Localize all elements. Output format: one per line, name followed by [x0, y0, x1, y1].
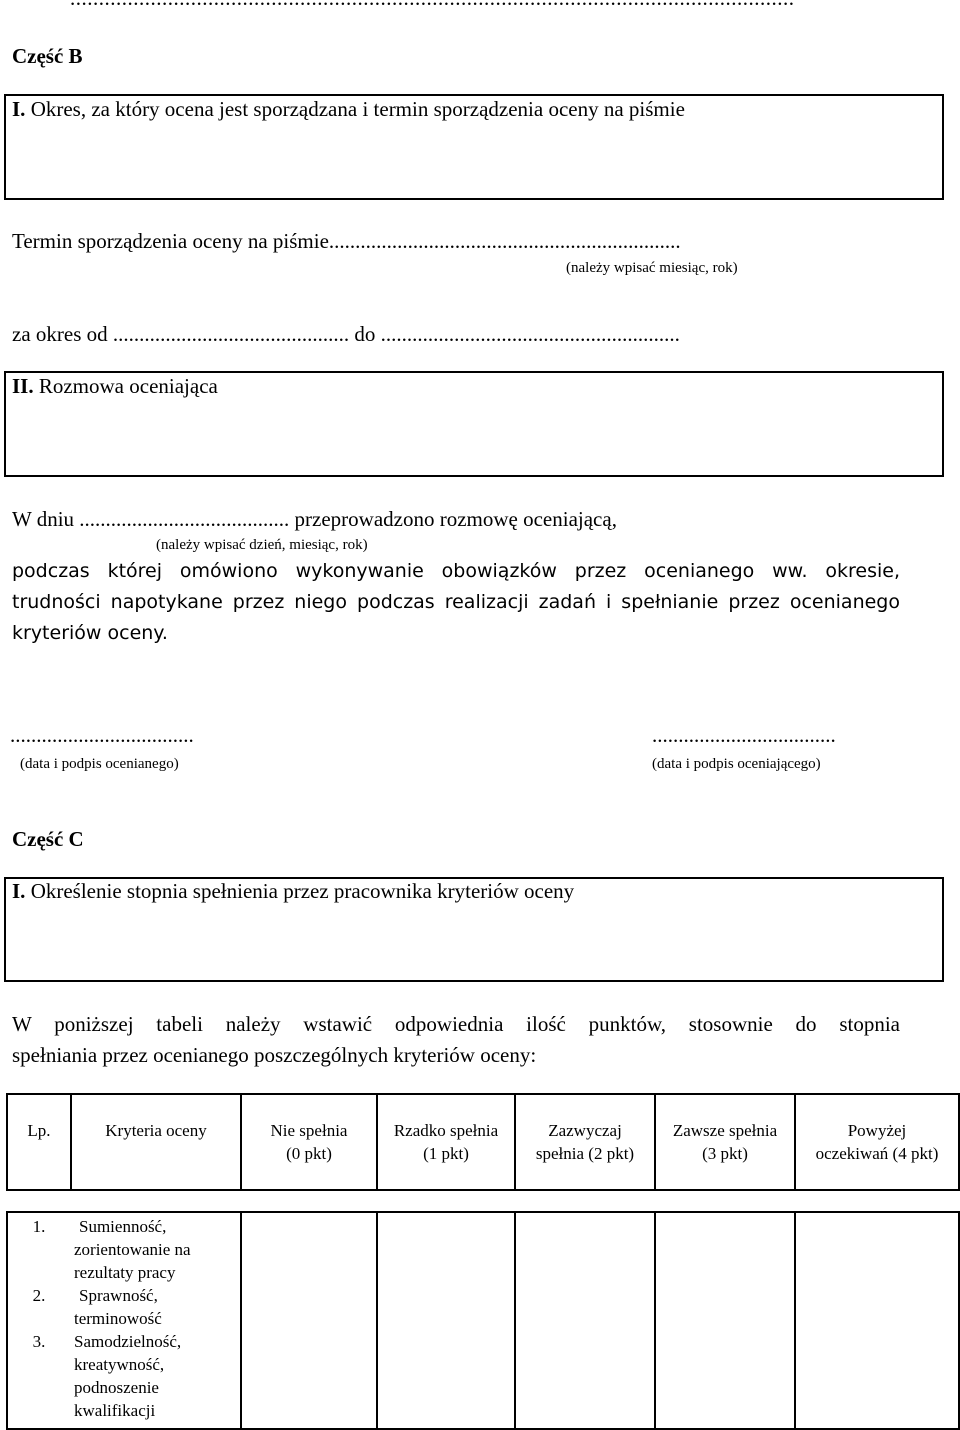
part-c-section-1-title [12, 879, 574, 904]
table-row [7, 1212, 959, 1429]
header-2-pkt: Zazwyczaj spełnia (2 pkt) [515, 1094, 655, 1190]
header-lp: Lp. [7, 1094, 71, 1190]
table-header-row [7, 1094, 959, 1190]
header-0-pkt: Nie spełnia (0 pkt) [241, 1094, 377, 1190]
criteria-table [6, 1093, 960, 1430]
criteria-text: Samodzielność, [74, 1332, 182, 1351]
criteria-item-3 [8, 1330, 240, 1422]
criteria-text: rezultaty pracy [74, 1263, 176, 1282]
score-cell-1[interactable] [377, 1212, 515, 1429]
paragraph-line-3: kryteriów oceny. [12, 622, 168, 644]
section-1-title [12, 97, 685, 122]
criteria-text: terminowość [74, 1309, 162, 1328]
signature-left-label: (data i podpis ocenianego) [20, 756, 179, 772]
paragraph-line-2: trudności napotykane przez niego podczas realizacji zadań i spełnianie przez ocenianego [12, 591, 900, 613]
criteria-text: zorientowanie na [74, 1240, 191, 1259]
signature-right-line[interactable]: ................................... [652, 723, 836, 747]
criteria-text: Sumienność, [79, 1217, 167, 1236]
criteria-number: 2. [32, 1286, 46, 1305]
top-dotted-line [70, 0, 795, 11]
header-1-pkt: Rzadko spełnia (1 pkt) [377, 1094, 515, 1190]
paragraph-line-1: podczas której omówiono wykonywanie obowiązków przez ocenianego ww. okresie, [12, 560, 900, 582]
period-field[interactable]: za okres od ............................................. do ......................................................... [12, 322, 680, 346]
criteria-list [7, 1212, 241, 1429]
criteria-text: kreatywność, [74, 1355, 165, 1374]
header-criteria: Kryteria oceny [71, 1094, 241, 1190]
score-cell-0[interactable] [241, 1212, 377, 1429]
criteria-text: podnoszenie [74, 1378, 159, 1397]
part-c-section-1-title-text: Określenie stopnia spełnienia przez pracownika kryteriów oceny [30, 879, 575, 903]
section-1-number: I. [12, 97, 26, 121]
termin-field[interactable]: Termin sporządzenia oceny na piśmie................................................................... [12, 229, 681, 253]
criteria-number: 3. [32, 1332, 46, 1351]
criteria-item-1 [8, 1215, 240, 1284]
header-4-pkt: Powyżej oczekiwań (4 pkt) [795, 1094, 959, 1190]
criteria-number: 1. [32, 1217, 46, 1236]
criteria-text: kwalifikacji [74, 1401, 156, 1420]
signature-left-line[interactable]: ................................... [10, 723, 194, 747]
section-1-title-text: Okres, za który ocena jest sporządzana i termin sporządzenia oceny na piśmie [30, 97, 685, 121]
w-dniu-hint: (należy wpisać dzień, miesiąc, rok) [156, 537, 368, 553]
score-cell-2[interactable] [515, 1212, 655, 1429]
part-b-heading: Część B [12, 44, 83, 68]
section-2-number: II. [12, 374, 34, 398]
score-cell-3[interactable] [655, 1212, 795, 1429]
signature-right-label: (data i podpis oceniającego) [652, 756, 821, 772]
part-c-heading: Część C [12, 827, 84, 851]
instruction-line-1: W poniższej tabeli należy wstawić odpowiednia ilość punktów, stosownie do stopnia [12, 1012, 900, 1036]
termin-hint: (należy wpisać miesiąc, rok) [566, 260, 738, 276]
table-spacer-row [7, 1190, 959, 1212]
criteria-text: Sprawność, [79, 1286, 158, 1305]
w-dniu-field[interactable]: W dniu ........................................ przeprowadzono rozmowę oceniającą, [12, 507, 617, 531]
header-3-pkt: Zawsze spełnia (3 pkt) [655, 1094, 795, 1190]
section-2-title-text: Rozmowa oceniająca [38, 374, 218, 398]
part-c-section-1-number: I. [12, 879, 26, 903]
instruction-line-2: spełniania przez ocenianego poszczególnych kryteriów oceny: [12, 1043, 537, 1067]
score-cell-4[interactable] [795, 1212, 959, 1429]
section-2-title [12, 374, 218, 399]
criteria-item-2 [8, 1284, 240, 1330]
